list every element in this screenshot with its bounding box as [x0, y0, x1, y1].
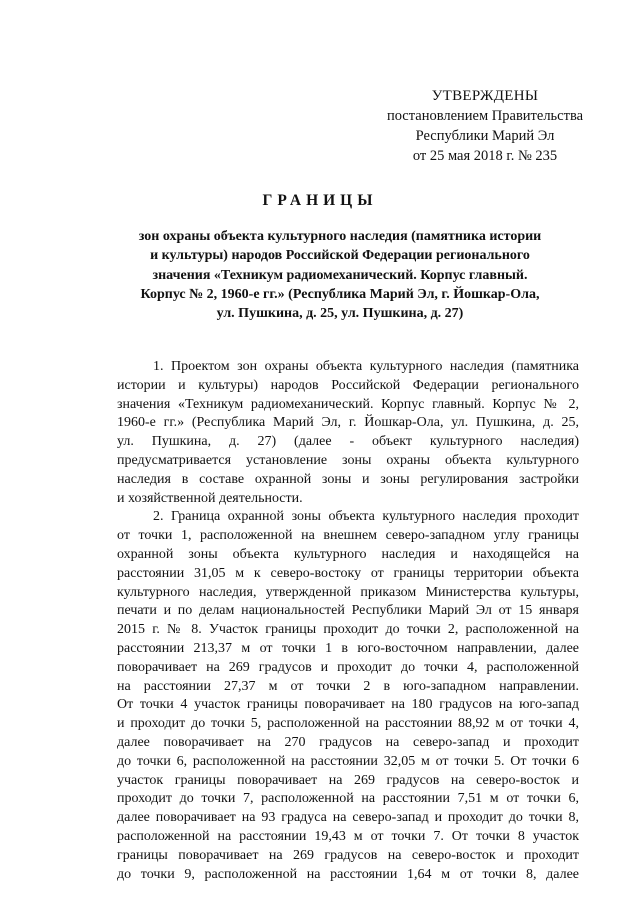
document-title: ГРАНИЦЫ — [262, 192, 378, 209]
paragraph-line: далее поворачивает на 93 градуса на северо-запад и проходит до точки 8, — [117, 810, 579, 826]
subtitle-line: Корпус № 2, 1960-е гг.» (Республика Марий Эл, г. Йошкар-Ола, — [140, 286, 540, 302]
paragraph-line: участок границы поворачивает на 269 градусов на северо-восток и — [117, 772, 579, 788]
paragraph-line: значения «Техникум радиомеханический. Корпус главный. Корпус № 2, — [117, 396, 579, 412]
paragraph-line: границы поворачивает на 269 градусов на северо-восток и проходит — [117, 847, 579, 863]
paragraph-line: и проходит до точки 5, расположенной на расстоянии 88,92 м от точки 4, — [117, 716, 579, 732]
paragraph-line: культурного наследия, утвержденной приказом Министерства культуры, — [117, 584, 579, 600]
subtitle-line: значения «Техникум радиомеханический. Корпус главный. — [152, 267, 528, 283]
paragraph-line: от точки 1, расположенной на внешнем северо-западном углу границы — [117, 528, 579, 544]
approval-line-2: Республики Марий Эл — [415, 128, 555, 144]
paragraph-line: поворачивает на 269 градусов и проходит до точки 4, расположенной — [117, 659, 579, 675]
subtitle-line: ул. Пушкина, д. 25, ул. Пушкина, д. 27) — [216, 306, 464, 322]
document-subtitle — [112, 227, 568, 323]
paragraph-line: на расстоянии 27,37 м от точки 2 в юго-западном направлении. — [117, 678, 579, 694]
paragraph-line: 2015 г. № 8. Участок границы проходит до точки 2, расположенной на — [117, 622, 579, 638]
subtitle-line: и культуры) народов Российской Федерации регионального — [150, 248, 530, 264]
paragraph-line: расстоянии 213,37 м от точки 1 в юго-восточном направлении, далее — [117, 640, 579, 656]
subtitle-line: зон охраны объекта культурного наследия (памятника истории — [138, 229, 542, 244]
paragraph-line: ул. Пушкина, д. 27) (далее - объект культурного наследия) — [117, 434, 579, 450]
paragraph-line: 2. Граница охранной зоны объекта культурного наследия проходит — [153, 509, 579, 525]
paragraph-line: 1960-е гг.» (Республика Марий Эл, г. Йошкар-Ола, ул. Пушкина, д. 25, — [117, 415, 579, 431]
paragraph-line: охранной зоны объекта культурного наследия и находящейся на — [117, 546, 579, 562]
paragraph-line: наследия в составе охранной зоны и зоны регулирования застройки — [117, 471, 579, 487]
paragraph-line: предусматривается установление зоны охраны объекта культурного — [117, 452, 579, 468]
approval-line-3: от 25 мая 2018 г. № 235 — [412, 148, 558, 164]
approval-line-1: постановлением Правительства — [386, 108, 584, 124]
paragraph-line: истории и культуры) народов Российской Федерации регионального — [117, 377, 579, 393]
paragraph-1 — [117, 358, 579, 508]
paragraph-line: расположенной на расстоянии 19,43 м от точки 7. От точки 8 участок — [117, 828, 579, 844]
paragraph-line: до точки 9, расположенной на расстоянии 1,64 м от точки 8, далее — [117, 866, 579, 882]
paragraph-line: печати и по делам национальностей Республики Марий Эл от 15 января — [117, 603, 579, 619]
paragraph-line: 1. Проектом зон охраны объекта культурного наследия (памятника — [153, 359, 579, 374]
paragraph-line: расстоянии 31,05 м к северо-востоку от границы территории объекта — [117, 565, 579, 581]
paragraph-line: далее поворачивает на 270 градусов на северо-запад и проходит — [117, 734, 579, 750]
approval-stamp — [370, 86, 600, 166]
paragraph-line: до точки 6, расположенной на расстоянии 32,05 м от точки 5. От точки 6 — [117, 753, 579, 769]
paragraph-line: проходит до точки 7, расположенной на расстоянии 7,51 м от точки 6, — [117, 791, 579, 807]
paragraph-line: От точки 4 участок границы поворачивает на 180 градусов на юго-запад — [117, 697, 579, 713]
paragraph-line: и хозяйственной деятельности. — [117, 490, 303, 506]
paragraph-2 — [117, 508, 579, 884]
approval-heading: УТВЕРЖДЕНЫ — [431, 88, 539, 104]
document-body — [117, 358, 579, 884]
